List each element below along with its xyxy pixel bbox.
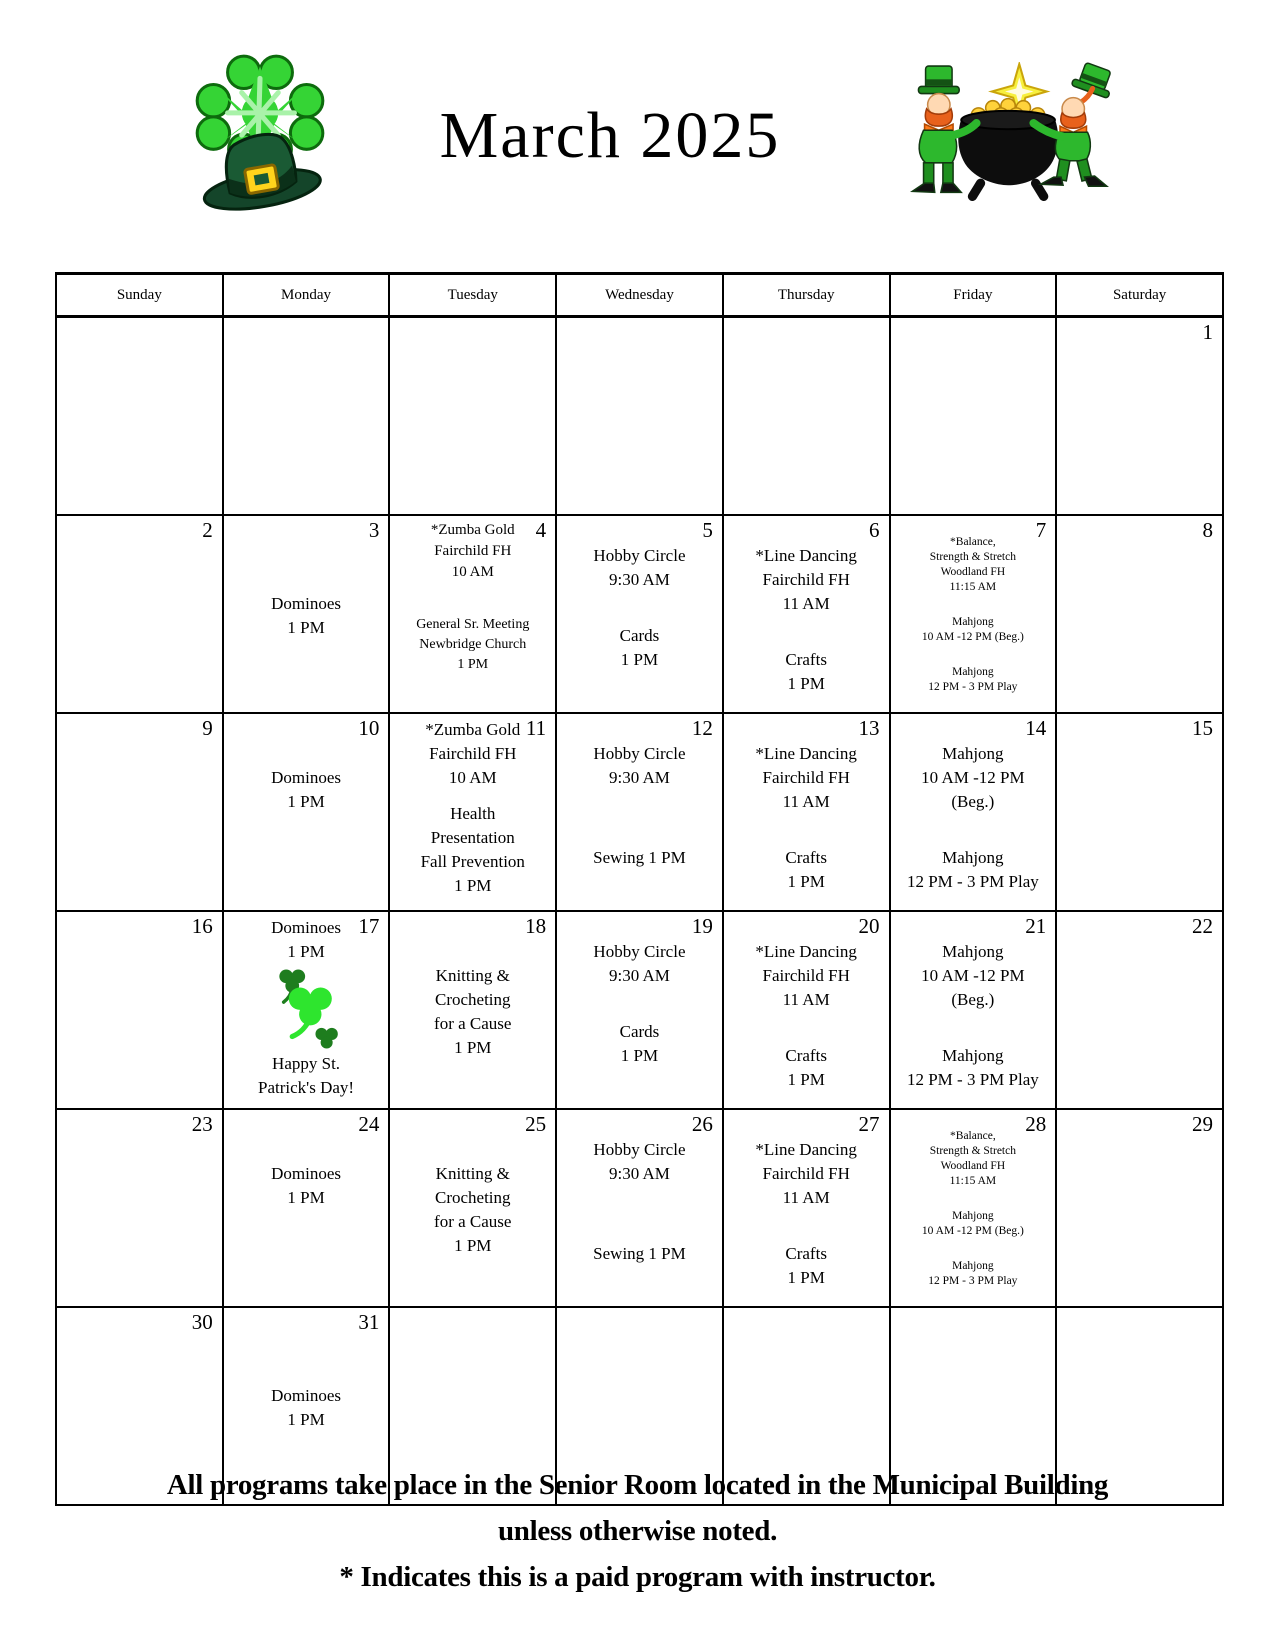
event-line: Crafts [785,1244,827,1263]
event-line: 11:15 AM [949,581,997,593]
day-number: 22 [1192,914,1213,938]
event-line: 9:30 AM [608,570,670,589]
event-line: Strength & Stretch [929,551,1016,563]
event-text [896,846,1051,894]
day-header-friday: Friday [890,274,1057,317]
event-line: 1 PM [454,1236,492,1255]
day-header-saturday: Saturday [1056,274,1223,317]
day-number: 7 [1035,518,1047,542]
day-number: 5 [702,518,713,542]
day-header-thursday: Thursday [723,274,890,317]
event-line: Newbridge Church [419,637,527,652]
event-text [896,520,1051,595]
event-line: 11 AM [782,990,830,1009]
event-text [395,802,550,898]
event-line: 10 AM -12 PM (Beg.) [921,1225,1024,1237]
day-number: 23 [191,1112,213,1136]
footer-paid-program-note: * Indicates this is a paid program with instructor. [339,1561,936,1593]
event-line: *Zumba Gold [425,720,521,739]
day-header-sunday: Sunday [56,274,223,317]
day-cell-18 [389,911,556,1109]
day-cell-9 [56,713,223,911]
event-line: 1 PM [287,792,325,811]
event-line: *Line Dancing [755,1140,857,1159]
event-line: Mahjong [952,616,994,628]
day-cell-23 [56,1109,223,1307]
weekday-header-row [56,274,1223,317]
day-cell-22 [1056,911,1223,1109]
day-number: 2 [202,518,213,542]
event-line: Fairchild FH [762,1164,850,1183]
day-number: 6 [869,518,880,542]
event-text [729,1242,884,1290]
event-text [729,520,884,616]
event-line: Hobby Circle [593,546,686,565]
event-line: 12 PM - 3 PM Play [906,872,1039,891]
footer-notes [0,1462,1275,1600]
event-line: 12 PM - 3 PM Play [906,1070,1039,1089]
event-line: General Sr. Meeting [416,617,530,632]
day-header-wednesday: Wednesday [556,274,723,317]
event-line: 1 PM [457,657,489,672]
event-line: Hobby Circle [593,1140,686,1159]
event-text [729,846,884,894]
day-number: 18 [525,914,547,938]
day-cell-6 [723,515,890,713]
day-number: 16 [191,914,213,938]
day-number: 3 [368,518,380,542]
event-line [395,1138,550,1162]
day-cell-13 [723,713,890,911]
event-line: *Balance, [950,1130,996,1142]
event-line: Knitting & [435,966,510,985]
event-line [562,1218,717,1242]
event-line: *Zumba Gold [430,522,515,538]
event-line: Mahjong [942,1046,1004,1065]
event-line [562,822,717,846]
event-line: Sewing 1 PM [593,1244,686,1263]
day-cell-28 [890,1109,1057,1307]
day-number: 15 [1192,716,1213,740]
week-row [56,1109,1223,1307]
event-line: 9:30 AM [608,1164,670,1183]
event-line: (Beg.) [951,990,995,1009]
day-cell-20 [723,911,890,1109]
event-line: Dominoes [271,768,341,787]
event-line: 1 PM [454,876,492,895]
day-cell-16 [56,911,223,1109]
day-header-monday: Monday [223,274,390,317]
event-line: Mahjong [952,1260,994,1272]
event-line: Cards [619,626,660,645]
event-line: Fairchild FH [434,543,512,559]
day-number: 30 [191,1310,213,1334]
month-calendar [55,272,1224,1506]
event-line: for a Cause [434,1014,512,1033]
event-line: 11 AM [782,792,830,811]
event-text [729,1044,884,1092]
shamrocks-icon [269,966,343,1052]
event-line: Fairchild FH [762,768,850,787]
event-line: 1 PM [787,1070,825,1089]
day-cell-15 [1056,713,1223,911]
week-row [56,911,1223,1109]
event-line: 12 PM - 3 PM Play [928,681,1018,693]
footer-location-note-line2: unless otherwise noted. [497,1515,778,1547]
event-text [229,1052,384,1100]
event-line: Dominoes [271,918,341,937]
day-cell-24 [223,1109,390,1307]
event-line [729,520,884,544]
day-cell-3 [223,515,390,713]
event-text [562,1218,717,1266]
day-number: 26 [691,1112,713,1136]
event-line: 1 PM [287,618,325,637]
event-line: Patrick's Day! [258,1078,355,1097]
event-line: for a Cause [434,1212,512,1231]
event-line: Dominoes [271,1164,341,1183]
event-text [562,822,717,870]
event-line [395,940,550,964]
week-row [56,713,1223,911]
event-line: Health [450,804,496,823]
week-row [56,317,1223,516]
day-number: 8 [1202,518,1213,542]
event-line: 1 PM [787,1268,825,1287]
event-line: 1 PM [787,872,825,891]
event-line: 10 AM -12 PM [921,768,1025,787]
event-line: Mahjong [942,848,1004,867]
day-number: 29 [1192,1112,1213,1136]
shamrock-and-hat-icon [183,48,335,220]
day-cell-4 [389,515,556,713]
day-cell-10 [223,713,390,911]
leprechauns-pot-of-gold-icon [838,62,1113,214]
day-number: 10 [358,716,380,740]
event-line [229,742,384,766]
event-line: 10 AM -12 PM (Beg.) [921,631,1024,643]
event-line: Dominoes [271,594,341,613]
day-number: 28 [1025,1112,1047,1136]
event-line [229,1336,384,1360]
day-number: 31 [358,1310,380,1334]
event-line: Crocheting [434,1188,511,1207]
event-line: Woodland FH [940,1160,1006,1172]
event-text [896,615,1051,645]
day-cell-blank [56,317,223,516]
event-line [229,544,384,568]
event-text [896,1259,1051,1289]
event-text [896,1209,1051,1239]
day-cell-21 [890,911,1057,1109]
event-line: 9:30 AM [608,966,670,985]
event-line: 11 AM [782,1188,830,1207]
day-number: 13 [858,716,880,740]
event-line: Happy St. [272,1054,341,1073]
event-line: *Line Dancing [755,744,857,763]
event-line: Hobby Circle [593,942,686,961]
day-cell-blank [890,317,1057,516]
event-line: *Line Dancing [755,546,857,565]
event-line: Mahjong [942,942,1004,961]
day-number: 25 [525,1112,547,1136]
day-header-tuesday: Tuesday [389,274,556,317]
event-line: 10 AM -12 PM [921,966,1025,985]
event-line: Fairchild FH [762,570,850,589]
day-cell-blank [556,317,723,516]
day-number: 12 [691,716,713,740]
day-cell-25 [389,1109,556,1307]
event-line: Crafts [785,650,827,669]
event-text [896,1044,1051,1092]
event-line: Hobby Circle [593,744,686,763]
event-line [229,1360,384,1384]
event-text [729,648,884,696]
footer-location-note-line1: All programs take place in the Senior Room located in the Municipal Building [166,1469,1109,1501]
event-line: 1 PM [287,1188,325,1207]
day-number: 27 [858,1112,880,1136]
day-cell-5 [556,515,723,713]
day-number: 1 [1202,320,1213,344]
day-cell-blank [723,317,890,516]
event-line: 1 PM [287,942,325,961]
day-cell-2 [56,515,223,713]
event-line: 1 PM [287,1410,325,1429]
event-line: Dominoes [271,1386,341,1405]
day-cell-8 [1056,515,1223,713]
event-line: Mahjong [942,744,1004,763]
event-text [562,1020,717,1068]
event-line [229,568,384,592]
event-line: 1 PM [787,674,825,693]
event-line: 1 PM [454,1038,492,1057]
day-number: 9 [202,716,213,740]
day-number: 4 [535,518,547,542]
event-text [896,665,1051,695]
event-line: Crafts [785,1046,827,1065]
day-cell-17 [223,911,390,1109]
day-cell-11 [389,713,556,911]
event-line [896,520,1051,535]
event-line: *Line Dancing [755,942,857,961]
page-title: March 2025 [439,99,781,172]
event-line: 9:30 AM [608,768,670,787]
event-line: 10 AM [448,768,497,787]
event-line: Sewing 1 PM [593,848,686,867]
day-cell-27 [723,1109,890,1307]
day-number: 20 [858,914,880,938]
event-line: Cards [619,1022,660,1041]
day-number: 19 [691,914,713,938]
event-text [229,520,384,640]
event-line [562,520,717,544]
event-line: 11 AM [782,594,830,613]
event-line: Fairchild FH [429,744,517,763]
event-line [229,520,384,544]
event-text [562,520,717,592]
day-number: 17 [358,914,380,938]
day-number: 24 [358,1112,380,1136]
day-number: 11 [525,716,547,740]
event-line: Mahjong [952,666,994,678]
event-line: *Balance, [950,536,996,548]
event-line: 10 AM [451,564,494,580]
day-cell-1 [1056,317,1223,516]
event-line: Crafts [785,848,827,867]
event-line: Mahjong [952,1210,994,1222]
event-line: Presentation [430,828,515,847]
event-line: Crocheting [434,990,511,1009]
event-line: (Beg.) [951,792,995,811]
day-number: 21 [1025,914,1047,938]
day-cell-blank [389,317,556,516]
event-text [395,520,550,583]
event-line: Strength & Stretch [929,1145,1016,1157]
day-cell-12 [556,713,723,911]
event-line: Fairchild FH [762,966,850,985]
event-line: 1 PM [620,1046,659,1065]
day-cell-19 [556,911,723,1109]
event-line: Fall Prevention [420,852,525,871]
day-cell-26 [556,1109,723,1307]
event-line: 1 PM [620,650,659,669]
day-cell-blank [223,317,390,516]
day-cell-7 [890,515,1057,713]
event-text [562,624,717,672]
event-text [395,615,550,675]
day-cell-14 [890,713,1057,911]
week-row [56,515,1223,713]
event-line: Knitting & [435,1164,510,1183]
event-line: Woodland FH [940,566,1006,578]
event-line: 12 PM - 3 PM Play [928,1275,1018,1287]
day-number: 14 [1025,716,1047,740]
day-cell-29 [1056,1109,1223,1307]
event-line [229,1138,384,1162]
event-line: 11:15 AM [949,1175,997,1187]
